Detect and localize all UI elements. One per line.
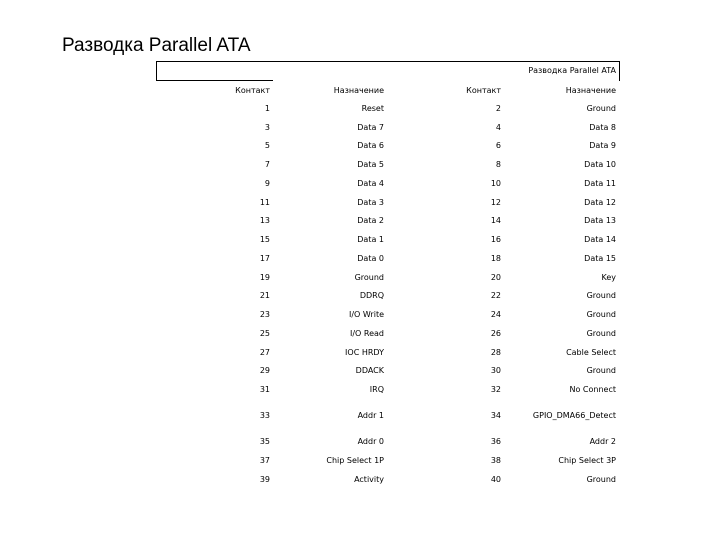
pin-function: Reset (361, 104, 384, 113)
pin-function: Data 1 (357, 235, 384, 244)
pin-function: Addr 0 (357, 437, 384, 446)
pin-number: 37 (259, 456, 270, 465)
pin-number: 36 (490, 437, 501, 446)
table-caption-divider (156, 80, 273, 81)
pin-number: 3 (264, 123, 270, 132)
pin-function: Key (601, 273, 616, 282)
pin-number: 18 (490, 254, 501, 263)
pin-function: Data 8 (589, 123, 616, 132)
pin-number: 23 (259, 310, 270, 319)
pin-number: 19 (259, 273, 270, 282)
pin-function: Ground (354, 273, 384, 282)
pin-number: 39 (259, 475, 270, 484)
pin-number: 22 (490, 291, 501, 300)
pin-function: Data 12 (584, 198, 616, 207)
header-contact: Контакт (235, 86, 270, 95)
pin-function: Ground (586, 104, 616, 113)
pin-function: Data 15 (584, 254, 616, 263)
pin-function: Ground (586, 310, 616, 319)
pin-function: Data 3 (357, 198, 384, 207)
pin-number: 29 (259, 366, 270, 375)
pin-number: 16 (490, 235, 501, 244)
pin-function: Data 11 (584, 179, 616, 188)
header-function: Назначение (565, 86, 616, 95)
pin-number: 24 (490, 310, 501, 319)
pin-number: 26 (490, 329, 501, 338)
pin-number: 38 (490, 456, 501, 465)
pin-number: 15 (259, 235, 270, 244)
pin-function: GPIO_DMA66_Detect (532, 411, 616, 420)
pin-function: I/O Read (350, 329, 384, 338)
pin-number: 7 (264, 160, 270, 169)
pin-number: 8 (495, 160, 501, 169)
pin-function: DDACK (355, 366, 384, 375)
pin-function: DDRQ (359, 291, 384, 300)
pin-number: 33 (259, 411, 270, 420)
pin-number: 31 (259, 385, 270, 394)
pin-number: 27 (259, 348, 270, 357)
pin-function: Data 5 (357, 160, 384, 169)
pin-function: Data 4 (357, 179, 384, 188)
pin-number: 11 (259, 198, 270, 207)
pin-number: 9 (264, 179, 270, 188)
pin-function: Data 6 (357, 141, 384, 150)
pin-number: 17 (259, 254, 270, 263)
pin-function: Ground (586, 329, 616, 338)
pin-number: 34 (490, 411, 501, 420)
pin-function: Data 14 (584, 235, 616, 244)
pin-number: 20 (490, 273, 501, 282)
pin-function: Ground (586, 475, 616, 484)
pin-function: Ground (586, 366, 616, 375)
pin-number: 4 (495, 123, 501, 132)
header-contact: Контакт (466, 86, 501, 95)
pin-function: Ground (586, 291, 616, 300)
pin-function: IRQ (369, 385, 384, 394)
pin-function: No Connect (569, 385, 616, 394)
pin-function: Data 10 (584, 160, 616, 169)
pin-number: 30 (490, 366, 501, 375)
pin-number: 40 (490, 475, 501, 484)
pin-number: 32 (490, 385, 501, 394)
pin-number: 35 (259, 437, 270, 446)
pin-number: 1 (264, 104, 270, 113)
pin-function: Addr 2 (589, 437, 616, 446)
pin-function: Cable Select (566, 348, 616, 357)
pin-function: Addr 1 (357, 411, 384, 420)
pin-number: 12 (490, 198, 501, 207)
pin-number: 14 (490, 216, 501, 225)
pin-number: 6 (495, 141, 501, 150)
pin-function: Data 0 (357, 254, 384, 263)
pin-function: Activity (354, 475, 384, 484)
pin-number: 21 (259, 291, 270, 300)
pin-number: 2 (495, 104, 501, 113)
pin-function: IOC HRDY (345, 348, 384, 357)
pin-number: 10 (490, 179, 501, 188)
slide-title: Разводка Parallel ATA (62, 35, 251, 56)
pin-number: 25 (259, 329, 270, 338)
pin-function: Data 13 (584, 216, 616, 225)
pin-function: Chip Select 3P (558, 456, 616, 465)
pin-number: 13 (259, 216, 270, 225)
pin-function: Chip Select 1P (326, 456, 384, 465)
pin-function: Data 2 (357, 216, 384, 225)
header-function: Назначение (333, 86, 384, 95)
pin-function: I/O Write (348, 310, 384, 319)
pin-number: 5 (264, 141, 270, 150)
pin-number: 28 (490, 348, 501, 357)
pin-function: Data 7 (357, 123, 384, 132)
table-caption: Разводка Parallel ATA (528, 66, 616, 75)
pin-function: Data 9 (589, 141, 616, 150)
